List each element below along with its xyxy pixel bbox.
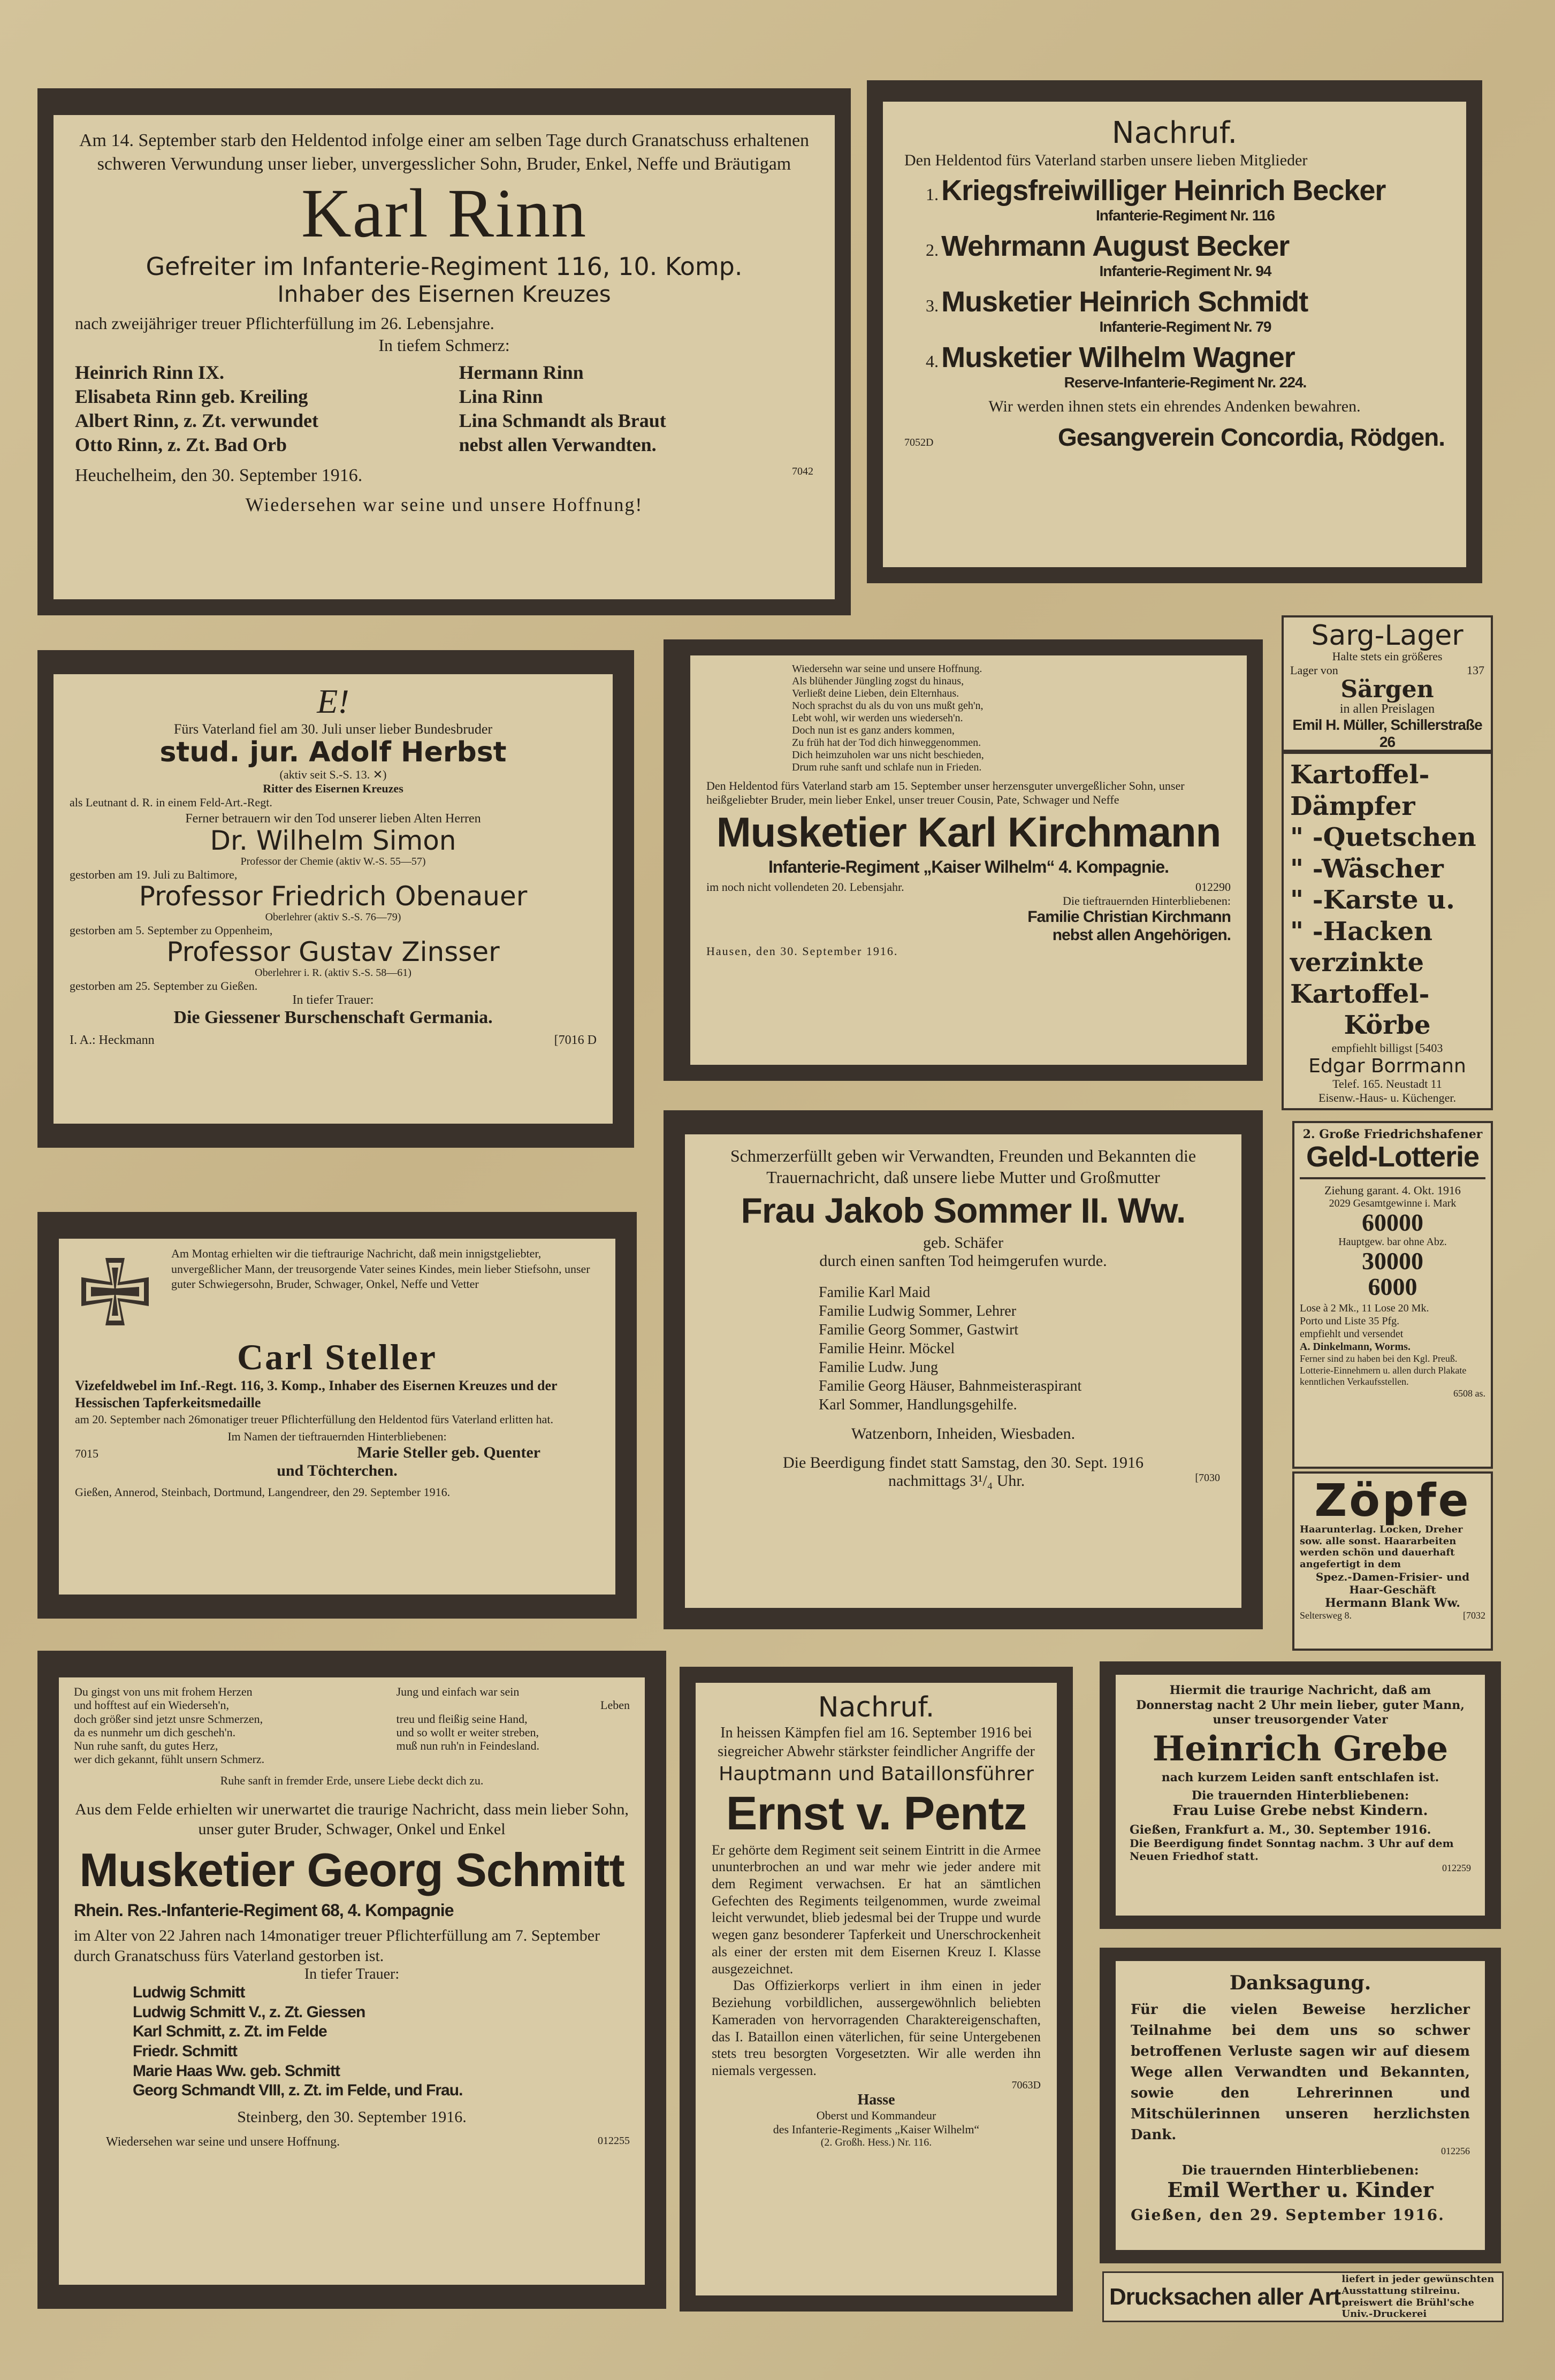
mourner: Marie Haas Ww. geb. Schmitt — [133, 2062, 340, 2080]
kirchmann-intro: Den Heldentod fürs Vaterland starb am 15. September unser herzensguter unvergeßlicher Sohn, unser heißgeliebter Bruder, mein lieber Enkel, unser treuer Cousin, Pate, Schwager und Neffe — [706, 779, 1185, 807]
kartoffel-goods: Eisenw.-Haus- u. Küchenger. — [1318, 1090, 1456, 1104]
karl-rinn-mourners — [75, 361, 813, 457]
lotterie-header: 2. Große Friedrichshafener — [1302, 1127, 1483, 1141]
lotterie-title: Geld-Lotterie — [1306, 1141, 1480, 1173]
schmitt-poem — [74, 1685, 630, 1766]
pentz-signer-unit2: (2. Großh. Hess.) Nr. 116. — [820, 2136, 932, 2148]
obenauer-death: gestorben am 5. September zu Oppenheim, — [70, 924, 273, 937]
sommer-funeral-row — [706, 1472, 1220, 1490]
member-item — [926, 230, 1445, 280]
death-notice-karl-rinn — [37, 88, 851, 615]
lotterie-postage: Porto und Liste 35 Pfg. — [1300, 1315, 1400, 1328]
zoepfe-shop: Spez.-Damen-Frisier- und Haar-Geschäft — [1315, 1570, 1470, 1596]
sommer-name: Frau Jakob Sommer II. Ww. — [741, 1191, 1186, 1230]
member-name: Musketier Heinrich Schmidt — [941, 286, 1308, 318]
steller-widow2: und Töchterchen. — [277, 1462, 398, 1480]
kartoffel-ref: [5403 — [1415, 1041, 1443, 1055]
herbst-mark: E! — [317, 682, 349, 720]
drucksachen-text: liefert in jeder gewünschten Ausstattung stilreinu. preiswert die Brühl'sche Univ.-Druckerei — [1341, 2274, 1495, 2320]
grebe-intro: Hiermit die traurige Nachricht, daß am Donnerstag nacht 2 Uhr mein lieber, guter Mann, unser treusorgender Vater — [1136, 1683, 1465, 1727]
schmitt-poem-left — [74, 1685, 385, 1766]
kartoffel-lines — [1290, 759, 1484, 1041]
steller-widow-row — [75, 1444, 599, 1462]
zoepfe-ref: [7032 — [1463, 1609, 1485, 1621]
member-item — [926, 285, 1445, 335]
kartoffel-line: Körbe — [1344, 1010, 1431, 1041]
mourner: Otto Rinn, z. Zt. Bad Orb — [75, 433, 287, 455]
steller-rank: Vizefeldwebel im Inf.-Regt. 116, 3. Komp., Inhaber des Eisernen Kreuzes und der Hessischen Tapferkeitsmedaille — [75, 1377, 558, 1411]
mourner: Ludwig Schmitt — [133, 1984, 245, 2002]
kartoffel-offer: empfiehlt billigst — [1331, 1041, 1413, 1055]
pentz-rank: Hauptmann und Bataillonsführer — [719, 1763, 1034, 1785]
sommer-funeral: Die Beerdigung findet statt Samstag, den 30. Sept. 1916 — [782, 1453, 1144, 1471]
poem-line: Nun ruhe sanft, du gutes Herz, — [74, 1739, 218, 1753]
sarg-line3: in allen Preislagen — [1339, 702, 1435, 716]
herbst-info: (aktiv seit S.-S. 13. ✕) — [279, 768, 387, 782]
iron-cross-icon — [75, 1252, 155, 1332]
kirchmann-name: Musketier Karl Kirchmann — [716, 808, 1221, 856]
danksagung-ref: 012256 — [1441, 2146, 1470, 2156]
sommer-nee: geb. Schäfer — [923, 1233, 1003, 1252]
kirchmann-ref: 012290 — [1195, 880, 1231, 894]
lotterie-main-prize: Hauptgew. bar ohne Abz. — [1338, 1235, 1447, 1248]
kartoffel-offer-row — [1290, 1041, 1484, 1055]
sarg-title: Sarg-Lager — [1311, 620, 1463, 652]
karl-rinn-name: Karl Rinn — [301, 175, 588, 253]
member-name: Musketier Wilhelm Wagner — [941, 341, 1295, 374]
karl-rinn-ref: 7042 — [792, 465, 813, 477]
member-num: 4. — [926, 352, 939, 371]
karl-rinn-service: nach zweijähriger treuer Pflichterfüllung im 26. Lebensjahre. — [75, 314, 494, 333]
lotterie-ref: 6508 as. — [1453, 1388, 1485, 1399]
kirchmann-family: Familie Christian Kirchmann — [1027, 908, 1231, 926]
poem-line: Als blühender Jüngling zogst du hinaus, — [792, 675, 964, 687]
schmitt-intro: Aus dem Felde erhielten wir unerwartet die traurige Nachricht, dass mein lieber Sohn, unser guter Bruder, Schwager, Onkel und Enkel — [75, 1800, 629, 1839]
schmitt-closing: Wiedersehen war seine und unsere Hoffnung. — [106, 2134, 340, 2149]
member-item — [926, 341, 1445, 391]
poem-line: Doch nun ist es ganz anders kommen, — [792, 724, 955, 736]
member-unit: Reserve-Infanterie-Regiment Nr. 224. — [1064, 374, 1307, 391]
zoepfe-address: Seltersweg 8. — [1300, 1609, 1352, 1621]
schmitt-detail: im Alter von 22 Jahren nach 14monatiger treuer Pflichterfüllung am 7. September durch Granatschuss fürs Vaterland gestorben ist. — [74, 1927, 600, 1965]
death-notice-schmitt — [37, 1651, 666, 2309]
poem-line: Zu früh hat der Tod dich hinweggenommen. — [792, 737, 981, 749]
kartoffel-line: " -Wäscher — [1290, 853, 1444, 884]
poem-line: treu und fleißig seine Hand, — [396, 1712, 528, 1726]
schmitt-rest: Ruhe sanft in fremder Erde, unsere Liebe deckt dich zu. — [220, 1773, 484, 1787]
kartoffel-line: " -Hacken — [1290, 916, 1433, 947]
simon-name: Dr. Wilhelm Simon — [210, 825, 456, 857]
schmitt-unit: Rhein. Res.-Infanterie-Regiment 68, 4. Kompagnie — [74, 1901, 454, 1920]
sarg-line2: Lager von — [1290, 663, 1338, 677]
sommer-ref: [7030 — [1195, 1471, 1220, 1484]
zinsser-name: Professor Gustav Zinsser — [166, 936, 500, 968]
member-unit: Infanterie-Regiment Nr. 79 — [1099, 318, 1271, 335]
poem-line: und so wollt er weiter streben, — [396, 1725, 539, 1739]
drucksachen-title: Drucksachen aller Art — [1109, 2283, 1341, 2310]
karl-rinn-grief: In tiefem Schmerz: — [378, 335, 510, 355]
grebe-widow: Frau Luise Grebe nebst Kindern. — [1172, 1802, 1428, 1819]
karl-rinn-place-date: Heuchelheim, den 30. September 1916. — [75, 465, 363, 485]
poem-line: Drum ruhe sanft und schlafe nun in Frieden. — [792, 761, 982, 773]
ad-zoepfe — [1292, 1471, 1493, 1651]
concordia-signature: Gesangverein Concordia, Rödgen. — [1057, 423, 1445, 451]
grebe-funeral: Die Beerdigung findet Sonntag nachm. 3 Uhr auf dem Neuen Friedhof statt. — [1130, 1836, 1454, 1863]
danksagung-text: Für die vielen Beweise herzlicher Teilnahme bei dem uns so schwer betroffenen Verluste sagen wir auf diesem Wege allen Verwandten und Bekannten, sowie den Lehrerinnen und Mitschülerinnen unseren herzlichsten Dank. — [1131, 2002, 1470, 2143]
mourner: Ludwig Schmitt V., z. Zt. Giessen — [133, 2003, 365, 2021]
member-name: Wehrmann August Becker — [941, 230, 1290, 263]
poem-line: und hofftest auf ein Wiederseh'n, — [74, 1698, 230, 1712]
steller-name: Carl Steller — [237, 1337, 437, 1377]
grebe-detail: nach kurzem Leiden sanft entschlafen ist. — [1161, 1770, 1439, 1784]
ad-lotterie — [1292, 1121, 1493, 1469]
pentz-body: Er gehörte dem Regiment seit seinem Eintritt in die Armee ununterbrochen an und war mehr wie jeder andere mit dem Regiment verwachsen. Er hat an sämtlichen Gefechten des Regiments teilgenommen, wurde zweimal leicht verwundet, blieb jedesmal bei der Truppe und wurde wegen ganz besonderer Tapferkeit und Unerschrockenheit als einer der ersten mit dem Eisernen Kreuz I. Klasse ausgezeichnet. — [712, 1842, 1041, 1977]
schmitt-name: Musketier Georg Schmitt — [79, 1843, 624, 1896]
family-member: Karl Sommer, Handlungsgehilfe. — [819, 1396, 1017, 1413]
mourner: Georg Schmandt VIII, z. Zt. im Felde, und Frau. — [133, 2081, 463, 2100]
kirchmann-poem — [706, 663, 1231, 774]
herbst-intro2: Ferner betrauern wir den Tod unserer lieben Alten Herren — [185, 812, 481, 826]
sarg-item: Särgen — [1340, 676, 1434, 703]
danksagung-grief: Die trauernden Hinterbliebenen: — [1182, 2162, 1419, 2178]
steller-ref: 7015 — [75, 1447, 98, 1461]
herbst-name: stud. jur. Adolf Herbst — [159, 736, 507, 768]
herbst-honor: Ritter des Eisernen Kreuzes — [263, 782, 403, 796]
pentz-body2: Das Offizierkorps verliert in ihm einen in jeder Beziehung vorbildlichen, aussergewöhnlich beliebten Kameraden von hervorragenden Charaktereigenschaften, das I. Bataillon einen väterlichen, für seine Untergebenen stets treu besorgten Vorgesetzten. Wir alle werden ihn niemals vergessen. — [712, 1978, 1041, 2078]
obenauer-title: Oberlehrer (aktiv S.-S. 76—79) — [265, 911, 401, 924]
lotterie-recommend: empfiehlt und versendet — [1300, 1328, 1404, 1340]
mourner: Friedr. Schmitt — [133, 2042, 238, 2060]
grebe-name: Heinrich Grebe — [1152, 1728, 1449, 1769]
concordia-title: Nachruf. — [1111, 116, 1238, 150]
lotterie-divider — [1300, 1177, 1485, 1179]
member-num: 1. — [926, 185, 939, 204]
concordia-ref: 7052D — [904, 436, 934, 448]
danksagung-signer: Emil Werther u. Kinder — [1167, 2178, 1434, 2202]
karl-rinn-honor: Inhaber des Eisernen Kreuzes — [277, 281, 611, 308]
sommer-funeral2: nachmittags 3¹/₄ Uhr. — [888, 1471, 1025, 1490]
herbst-intro: Fürs Vaterland fiel am 30. Juli unser lieber Bundesbruder — [173, 721, 493, 737]
member-unit: Infanterie-Regiment Nr. 116 — [1095, 207, 1275, 224]
kirchmann-age: im noch nicht vollendeten 20. Lebensjahr. — [706, 880, 904, 894]
thanks-notice-werther — [1100, 1948, 1501, 2263]
lotterie-seller: A. Dinkelmann, Worms. — [1300, 1341, 1411, 1353]
kirchmann-grief: Die tieftrauernden Hinterbliebenen: — [1063, 894, 1231, 908]
steller-intro: Am Montag erhielten wir die tieftraurige Nachricht, daß mein innigstgeliebter, unvergeßlicher Mann, der treusorgende Vater seines Kindes, mein lieber Stiefsohn, unser guter Schwiegersohn, Bruder, Schwager, Onkel, Neffe und Vetter — [171, 1247, 590, 1291]
death-notice-grebe — [1100, 1661, 1501, 1929]
family-member: Familie Heinr. Möckel — [819, 1340, 955, 1357]
herbst-grief: In tiefer Trauer: — [292, 993, 374, 1008]
lotterie-amount3: 6000 — [1368, 1272, 1417, 1300]
sarg-line1: Halte stets ein größeres — [1332, 650, 1443, 663]
simon-title: Professor der Chemie (aktiv W.-S. 55—57) — [240, 856, 426, 868]
death-notice-sommer — [664, 1110, 1263, 1629]
danksagung-place-date: Gießen, den 29. September 1916. — [1131, 2206, 1445, 2224]
concordia-intro: Den Heldentod fürs Vaterland starben unsere lieben Mitglieder — [904, 151, 1308, 169]
kartoffel-line: " -Quetschen — [1290, 822, 1476, 853]
poem-line: Verließt deine Lieben, dein Elternhaus. — [792, 688, 959, 699]
poem-line: doch größer sind jetzt unsre Schmerzen, — [74, 1712, 263, 1726]
lotterie-draw: Ziehung garant. 4. Okt. 1916 — [1324, 1184, 1461, 1197]
mourner: Heinrich Rinn IX. — [75, 361, 225, 383]
member-name: Kriegsfreiwilliger Heinrich Becker — [941, 174, 1386, 207]
pentz-signer-title: Oberst und Kommandeur — [816, 2108, 936, 2122]
poem-line: Du gingst von uns mit frohem Herzen — [74, 1685, 253, 1698]
kirchmann-place-date: Hausen, den 30. September 1916. — [706, 944, 898, 958]
kartoffel-seller: Edgar Borrmann — [1308, 1055, 1466, 1077]
karl-rinn-closing: Wiedersehen war seine und unsere Hoffnung! — [245, 493, 643, 515]
poem-line: Wiedersehn war seine und unsere Hoffnung. — [792, 663, 982, 675]
kirchmann-family2: nebst allen Angehörigen. — [1052, 926, 1231, 944]
sommer-intro: Schmerzerfüllt geben wir Verwandten, Freunden und Bekannten die Trauernachricht, daß unsere liebe Mutter und Großmutter — [730, 1146, 1196, 1187]
concordia-closing: Wir werden ihnen stets ein ehrendes Andenken bewahren. — [988, 398, 1361, 416]
lotterie-amount1: 60000 — [1362, 1209, 1423, 1237]
poem-line: wer dich gekannt, fühlt unsern Schmerz. — [74, 1752, 265, 1766]
zoepfe-text: Haarunterlag. Locken, Dreher sow. alle sonst. Haararbeiten werden schön und dauerhaft angefertigt in dem — [1300, 1524, 1463, 1570]
schmitt-poem-right — [397, 1685, 630, 1766]
sommer-family — [819, 1283, 1220, 1414]
steller-place-date: Gießen, Annerod, Steinbach, Dortmund, Langendreer, den 29. September 1916. — [75, 1485, 451, 1499]
grebe-ref: 012259 — [1442, 1862, 1471, 1873]
zoepfe-footer — [1300, 1610, 1485, 1621]
ad-drucksachen — [1102, 2271, 1504, 2322]
pentz-intro: In heissen Kämpfen fiel am 16. September 1916 bei siegreicher Abwehr stärkster feindlicher Angriffe der — [718, 1725, 1035, 1760]
pentz-ref: 7063D — [1011, 2079, 1041, 2091]
karl-rinn-mourners-left — [75, 361, 429, 457]
poem-line: Jung und einfach war sein — [396, 1685, 520, 1698]
herbst-detail: als Leutnant d. R. in einem Feld-Art.-Regt. — [70, 796, 272, 810]
family-member: Familie Georg Sommer, Gastwirt — [819, 1321, 1019, 1338]
family-member: Familie Karl Maid — [819, 1284, 931, 1301]
grebe-grief: Die trauernden Hinterbliebenen: — [1191, 1788, 1409, 1803]
zinsser-death: gestorben am 25. September zu Gießen. — [70, 979, 258, 993]
obenauer-name: Professor Friedrich Obenauer — [139, 881, 528, 912]
sarg-seller: Emil H. Müller, Schillerstraße 26 — [1292, 716, 1482, 751]
mourner: Karl Schmitt, z. Zt. im Felde — [133, 2023, 327, 2041]
poem-line: Dich heimzuholen war uns nicht beschieden, — [792, 749, 984, 761]
concordia-members — [904, 174, 1445, 391]
zinsser-title: Oberlehrer i. R. (aktiv S.-S. 58—61) — [255, 967, 411, 979]
mourner: Albert Rinn, z. Zt. verwundet — [75, 409, 318, 431]
herbst-ref: [7016 D — [554, 1033, 597, 1048]
simon-death: gestorben am 19. Juli zu Baltimore, — [70, 868, 238, 882]
poem-line: muß nun ruh'n in Feindesland. — [396, 1739, 539, 1753]
herbst-org: Die Giessener Burschenschaft Germania. — [173, 1008, 493, 1028]
herbst-footer — [70, 1033, 597, 1048]
kirchmann-unit: Infanterie-Regiment „Kaiser Wilhelm“ 4. Kompagnie. — [768, 857, 1169, 877]
member-num: 3. — [926, 296, 939, 316]
mourner: Elisabeta Rinn geb. Kreiling — [75, 385, 308, 407]
grebe-place-date: Gießen, Frankfurt a. M., 30. September 1916. — [1130, 1822, 1431, 1837]
steller-detail: am 20. September nach 26monatiger treuer Pflichterfüllung den Heldentod fürs Vaterland erlitten hat. — [75, 1412, 553, 1426]
kartoffel-address: Telef. 165. Neustadt 11 — [1332, 1077, 1442, 1090]
sarg-ref: 137 — [1467, 663, 1484, 677]
death-notice-steller — [37, 1212, 637, 1619]
karl-rinn-mourners-right — [459, 361, 813, 457]
concordia-footer — [904, 423, 1445, 452]
mourner: Hermann Rinn — [459, 361, 584, 383]
pentz-signer: Hasse — [857, 2091, 895, 2108]
ad-kartoffel — [1282, 752, 1493, 1110]
death-notice-concordia — [867, 80, 1482, 583]
sommer-places: Watzenborn, Inheiden, Wiesbaden. — [851, 1424, 1076, 1443]
zoepfe-owner: Hermann Blank Ww. — [1325, 1596, 1460, 1610]
schmitt-footer — [74, 2135, 630, 2149]
member-item — [926, 174, 1445, 224]
karl-rinn-rank: Gefreiter im Infanterie-Regiment 116, 10. Komp. — [146, 252, 743, 281]
mourner: Lina Rinn — [459, 385, 543, 407]
sommer-detail: durch einen sanften Tod heimgerufen wurde. — [819, 1252, 1107, 1270]
schmitt-place-date: Steinberg, den 30. September 1916. — [237, 2108, 467, 2126]
family-member: Familie Ludw. Jung — [819, 1359, 938, 1376]
zoepfe-title: Zöpfe — [1314, 1474, 1471, 1527]
poem-line: Lebt wohl, wir werden uns wiederseh'n. — [792, 712, 963, 724]
kartoffel-line: " -Karste u. — [1290, 885, 1455, 916]
kirchmann-age-row — [706, 880, 1231, 894]
kartoffel-line: Kartoffel-Dämpfer — [1290, 760, 1430, 821]
karl-rinn-intro: Am 14. September starb den Heldentod infolge einer am selben Tage durch Granatschuss erhaltenen schweren Verwundung unser lieber, unvergesslicher Sohn, Bruder, Enkel, Neffe und Bräutigam — [79, 131, 810, 174]
pentz-title: Nachruf. — [818, 1691, 935, 1723]
lotterie-also: Ferner sind zu haben bei den Kgl. Preuß. Lotterie-Einnehmern u. allen durch Plakate kenntlichen Verkaufsstellen. — [1300, 1353, 1467, 1387]
steller-grief: Im Namen der tieftrauernden Hinterbliebenen: — [227, 1430, 447, 1444]
karl-rinn-footer — [75, 466, 813, 486]
poem-line: Leben — [600, 1698, 630, 1712]
danksagung-title: Danksagung. — [1229, 1972, 1371, 1994]
death-notice-kirchmann — [664, 639, 1263, 1081]
lotterie-amount2: 30000 — [1362, 1247, 1423, 1275]
schmitt-mourners — [133, 1983, 630, 2101]
family-member: Familie Ludwig Sommer, Lehrer — [819, 1302, 1017, 1319]
schmitt-ref: 012255 — [598, 2134, 630, 2147]
death-notice-pentz — [680, 1667, 1073, 2312]
member-num: 2. — [926, 240, 939, 260]
pentz-name: Ernst v. Pentz — [726, 1787, 1027, 1840]
steller-widow: Marie Steller geb. Quenter — [357, 1444, 540, 1462]
herbst-signed: I. A.: Heckmann — [70, 1033, 155, 1048]
lotterie-price: Lose à 2 Mk., 11 Lose 20 Mk. — [1300, 1302, 1429, 1315]
poem-line: da es nunmehr um dich gescheh'n. — [74, 1725, 236, 1739]
death-notice-burschenschaft — [37, 650, 634, 1148]
mourner: nebst allen Verwandten. — [459, 433, 657, 455]
poem-line: Noch sprachst du als du von uns mußt geh'n, — [792, 700, 984, 712]
mourner: Lina Schmandt als Braut — [459, 409, 666, 431]
family-member: Familie Georg Häuser, Bahnmeisteraspirant — [819, 1377, 1082, 1394]
schmitt-grief: In tiefer Trauer: — [304, 1966, 400, 1983]
lotterie-prizes-line: 2029 Gesamtgewinne i. Mark — [1329, 1197, 1457, 1210]
kartoffel-line: verzinkte Kartoffel- — [1290, 948, 1430, 1009]
ad-sarg-lager — [1282, 615, 1493, 752]
member-unit: Infanterie-Regiment Nr. 94 — [1099, 263, 1271, 280]
pentz-signer-unit: des Infanterie-Regiments „Kaiser Wilhelm“ — [773, 2122, 980, 2136]
